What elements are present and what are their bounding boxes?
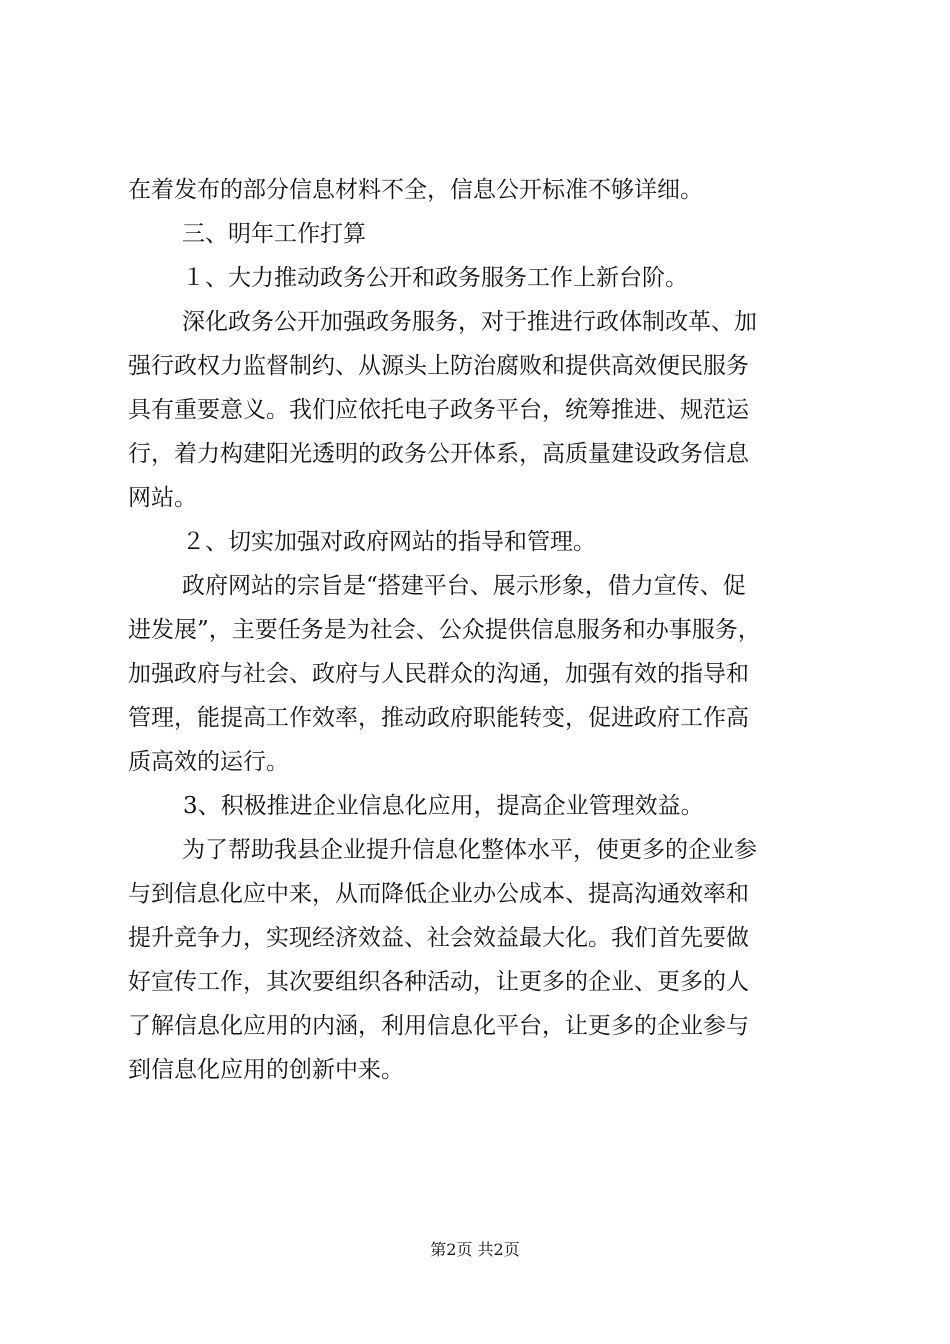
subsection-heading: 3、积极推进企业信息化应用，提高企业管理效益。 (183, 793, 704, 819)
text-line: 行，着力构建阳光透明的政务公开体系，高质量建设政务信息 (128, 441, 749, 467)
text-line: 到信息化应用的创新中来。 (128, 1057, 404, 1083)
text-line: 深化政务公开加强政务服务，对于推进行政体制改革、加 (182, 309, 757, 335)
text-line: 强行政权力监督制约、从源头上防治腐败和提供高效便民服务 (128, 353, 749, 379)
page-number-footer: 第2页 共2页 (430, 1240, 520, 1259)
text-line: 加强政府与社会、政府与人民群众的沟通，加强有效的指导和 (128, 661, 749, 687)
text-line: 好宣传工作，其次要组织各种活动，让更多的企业、更多的人 (128, 969, 749, 995)
text-line: 网站。 (128, 485, 197, 511)
text-line: 在着发布的部分信息材料不全，信息公开标准不够详细。 (128, 177, 703, 203)
text-line: 与到信息化应中来，从而降低企业办公成本、提高沟通效率和 (128, 881, 749, 907)
section-heading: 三、明年工作打算 (182, 221, 366, 247)
text-line: 政府网站的宗旨是“搭建平台、展示形象，借力宣传、促 (182, 573, 746, 599)
text-line: 了解信息化应用的内涵，利用信息化平台，让更多的企业参与 (128, 1013, 749, 1039)
text-line: 提升竞争力，实现经济效益、社会效益最大化。我们首先要做 (128, 925, 749, 951)
document-body (128, 168, 834, 1092)
text-line: 进发展”，主要任务是为社会、公众提供信息服务和办事服务， (128, 617, 761, 643)
text-line: 管理，能提高工作效率，推动政府职能转变，促进政府工作高 (128, 705, 749, 731)
text-line: 为了帮助我县企业提升信息化整体水平，使更多的企业参 (182, 837, 757, 863)
text-line: 具有重要意义。我们应依托电子政务平台，统筹推进、规范运 (128, 397, 749, 423)
subsection-heading: １、大力推动政务公开和政务服务工作上新台阶。 (182, 265, 688, 291)
subsection-heading: ２、切实加强对政府网站的指导和管理。 (182, 529, 596, 555)
text-line: 质高效的运行。 (128, 749, 289, 775)
